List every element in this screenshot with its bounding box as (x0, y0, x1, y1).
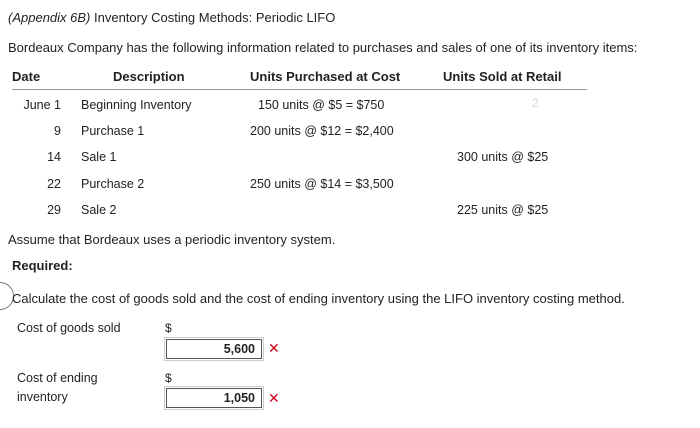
assumption-text: Assume that Bordeaux uses a periodic inventory system. (8, 232, 336, 247)
title-text: Inventory Costing Methods: Periodic LIFO (90, 10, 336, 25)
table-cell-description: Purchase 1 (81, 124, 145, 138)
page-title (8, 10, 335, 25)
intro-text: Bordeaux Company has the following information related to purchases and sales of one of its inventory items: (8, 40, 638, 55)
ending-inventory-label-line1: Cost of ending (17, 371, 98, 385)
header-divider (12, 89, 587, 90)
table-cell-date: 14 (47, 150, 61, 164)
incorrect-icon: ✕ (268, 340, 280, 356)
table-cell-purchased: 150 units @ $5 = $750 (258, 98, 385, 112)
table-cell-date: 29 (47, 203, 61, 217)
instruction-text: Calculate the cost of goods sold and the cost of ending inventory using the LIFO inventory costing method. (12, 291, 625, 306)
table-cell-date: 9 (54, 124, 61, 138)
table-cell-description: Sale 2 (81, 203, 117, 217)
table-cell-date: June 1 (23, 98, 61, 112)
faint-mark: 2 (532, 96, 539, 110)
table-cell-sold: 225 units @ $25 (457, 203, 549, 217)
title-prefix: (Appendix 6B) (8, 10, 91, 25)
ending-inventory-input[interactable]: 1,050 (166, 388, 262, 408)
header-units-sold: Units Sold at Retail (443, 69, 562, 84)
table-cell-date: 22 (47, 177, 61, 191)
ending-inventory-label-line2: inventory (17, 390, 68, 404)
cogs-input[interactable]: 5,600 (166, 339, 262, 359)
table-cell-description: Beginning Inventory (81, 98, 192, 112)
header-description: Description (113, 69, 185, 84)
header-date: Date (12, 69, 41, 84)
table-cell-purchased: 250 units @ $14 = $3,500 (250, 177, 394, 191)
header-units-purchased: Units Purchased at Cost (250, 69, 401, 84)
table-cell-description: Purchase 2 (81, 177, 145, 191)
required-label: Required: (12, 258, 73, 273)
cogs-label: Cost of goods sold (17, 321, 121, 335)
incorrect-icon: ✕ (268, 390, 280, 406)
table-cell-purchased: 200 units @ $12 = $2,400 (250, 124, 394, 138)
table-cell-sold: 300 units @ $25 (457, 150, 549, 164)
table-cell-description: Sale 1 (81, 150, 117, 164)
ending-inventory-currency: $ (165, 371, 172, 385)
cogs-currency: $ (165, 321, 172, 335)
